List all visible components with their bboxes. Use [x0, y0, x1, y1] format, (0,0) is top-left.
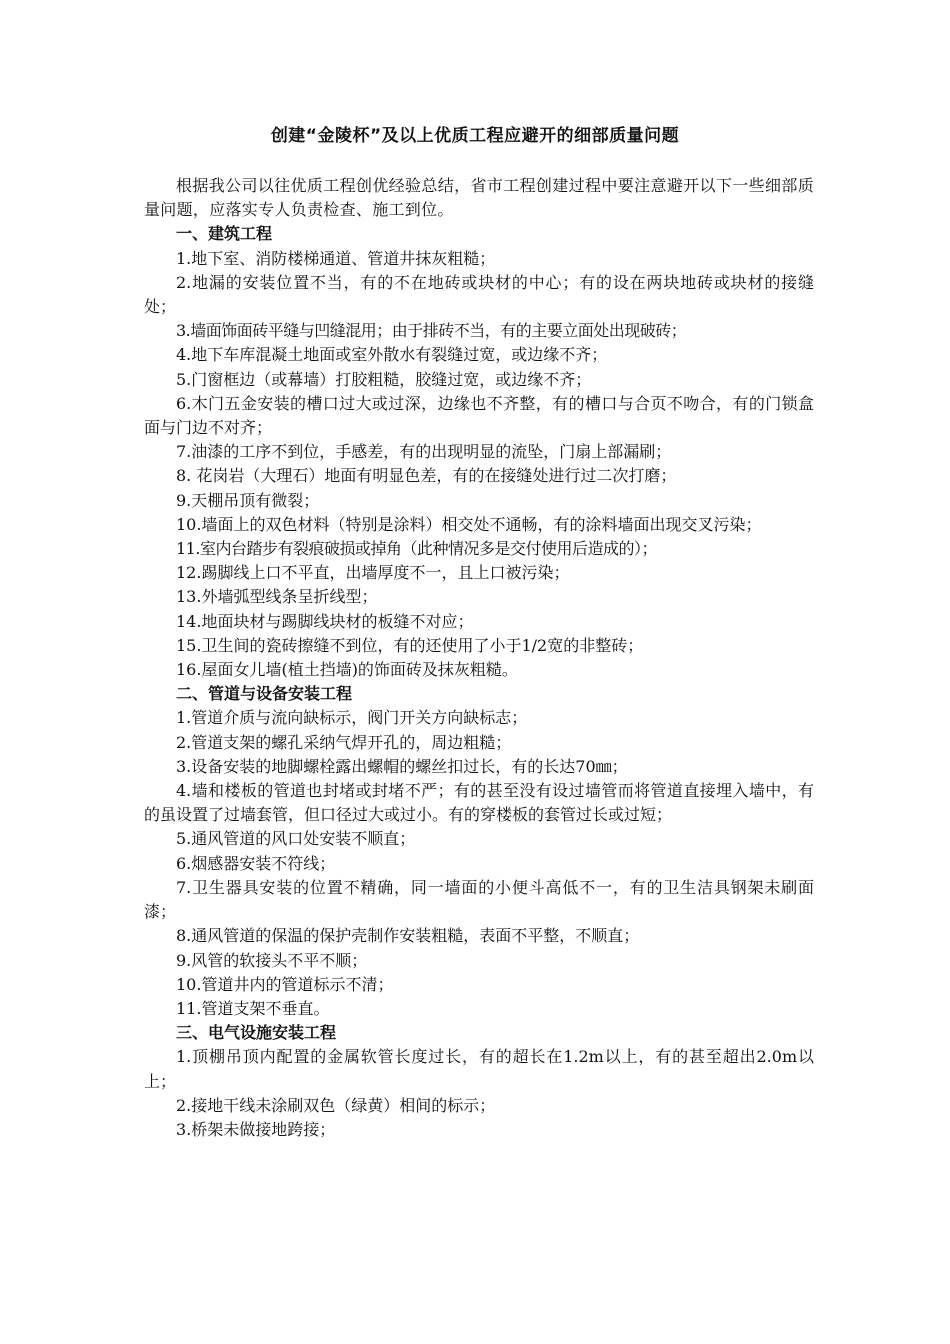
list-item: 11.室内台踏步有裂痕破损或掉角（此种情况多是交付使用后造成的）；: [176, 539, 657, 559]
list-item: 9.天棚吊顶有微裂；: [176, 490, 320, 510]
list-item: 1.地下室、消防楼梯通道、管道井抹灰粗糙；: [176, 248, 496, 268]
list-item: 9.风管的软接头不平不顺；: [176, 950, 368, 970]
list-item: 3.桥架未做接地跨接；: [176, 1119, 336, 1139]
list-item: 10.墙面上的双色材料（特别是涂料）相交处不通畅，有的涂料墙面出现交叉污染；: [176, 514, 762, 534]
list-item: 3.墙面饰面砖平缝与凹缝混用；由于排砖不当，有的主要立面处出现破砖；: [176, 321, 687, 341]
list-item: 2.管道支架的螺孔采纳气焊开孔的，周边粗糙；: [176, 732, 512, 752]
list-item: 7.油漆的工序不到位，手感差，有的出现明显的流坠，门扇上部漏刷；: [176, 442, 672, 462]
list-item: 11.管道支架不垂直。: [176, 998, 330, 1018]
list-item: 7.卫生器具安装的位置不精确，同一墙面的小便斗高低不一，有的卫生洁具钢架未刷面漆；: [144, 877, 814, 922]
list-item: 6.烟感器安装不符线；: [176, 853, 336, 873]
list-item: 4.墙和楼板的管道也封堵或封堵不严；有的甚至没有设过墙管而将管道直接埋入墙中，有的虽设置了过墙套管，但口径过大或过小。有的穿楼板的套管过长或过短；: [144, 781, 814, 825]
intro-paragraph: 根据我公司以往优质工程创优经验总结，省市工程创建过程中要注意避开以下一些细部质量问题，应落实专人负责检查、施工到位。: [144, 176, 814, 220]
list-item: 10.管道井内的管道标示不清；: [176, 974, 394, 994]
list-item: 13.外墙弧型线条呈折线型；: [176, 587, 378, 607]
list-item: 8.通风管道的保温的保护壳制作安装粗糙，表面不平整，不顺直；: [176, 926, 640, 946]
list-item: 16.屋面女儿墙(植土挡墙)的饰面砖及抹灰粗糙。: [176, 660, 518, 680]
section-heading-piping: 二、管道与设备安装工程: [176, 684, 353, 704]
list-item: 8. 花岗岩（大理石）地面有明显色差，有的在接缝处进行过二次打磨；: [176, 466, 677, 486]
list-item: 3.设备安装的地脚螺栓露出螺帽的螺丝扣过长，有的长达70㎜；: [176, 756, 628, 776]
list-item: 2.接地干线未涂刷双色（绿黄）相间的标示；: [176, 1095, 496, 1115]
list-item: 1.顶棚吊顶内配置的金属软管长度过长，有的超长在1.2m以上，有的甚至超出2.0m以上；: [144, 1047, 814, 1091]
list-item: 6.木门五金安装的槽口过大或过深，边缘也不齐整，有的槽口与合页不吻合，有的门锁盒面与门边不对齐；: [144, 393, 814, 438]
list-item: 5.通风管道的风口处安装不顺直；: [176, 829, 416, 849]
list-item: 15.卫生间的瓷砖擦缝不到位，有的还使用了小于1/2宽的非整砖；: [176, 635, 644, 655]
section-heading-electrical: 三、电气设施安装工程: [176, 1023, 337, 1043]
section-heading-building: 一、建筑工程: [176, 224, 273, 244]
list-item: 2.地漏的安装位置不当，有的不在地砖或块材的中心；有的设在两块地砖或块材的接缝处；: [144, 272, 814, 317]
list-item: 4.地下车库混凝土地面或室外散水有裂缝过宽，或边缘不齐；: [176, 345, 608, 365]
document-title: 创建“金陵杯”及以上优质工程应避开的细部质量问题: [270, 126, 680, 146]
list-item: 5.门窗框边（或幕墙）打胶粗糙，胶缝过宽，或边缘不齐；: [176, 369, 592, 389]
list-item: 12.踢脚线上口不平直，出墙厚度不一，且上口被污染；: [176, 563, 570, 583]
list-item: 14.地面块材与踢脚线块材的板缝不对应；: [176, 611, 474, 631]
list-item: 1.管道介质与流向缺标示，阀门开关方向缺标志；: [176, 708, 528, 728]
document-body: [144, 174, 814, 1142]
